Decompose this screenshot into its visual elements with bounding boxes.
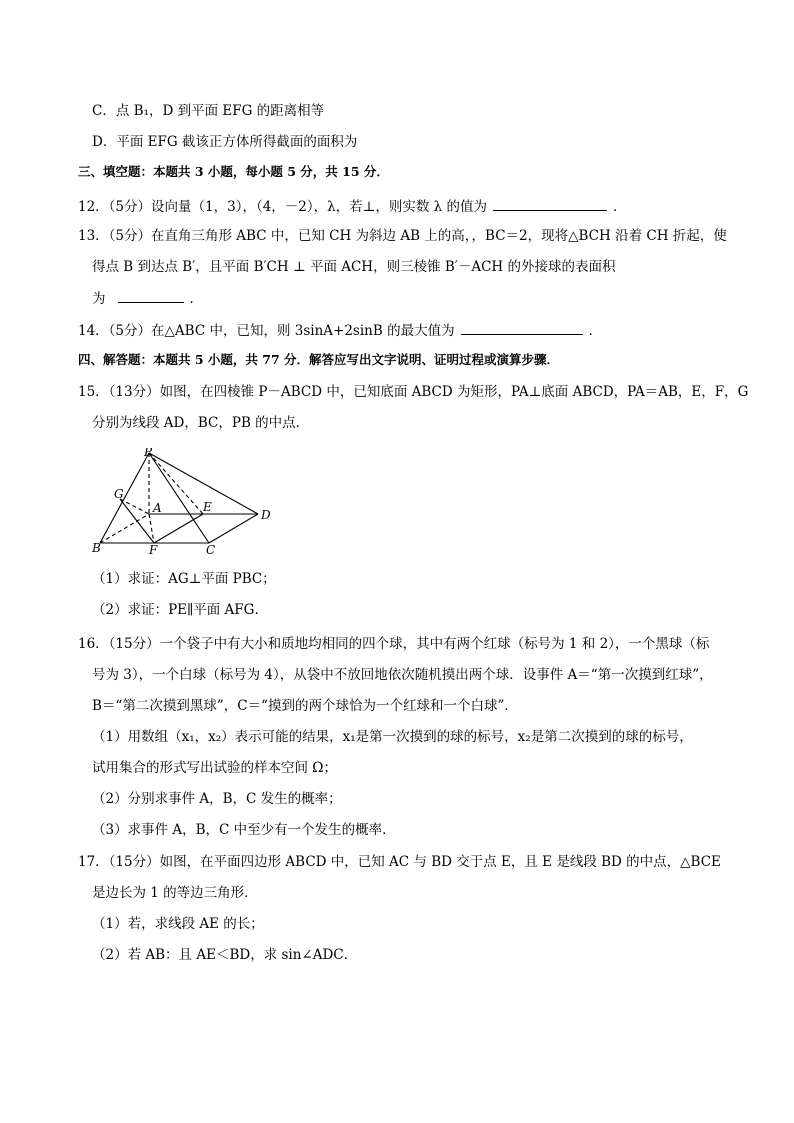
question-17-line-2: 是边长为 1 的等边三角形． [92, 885, 258, 901]
segment-ga [120, 499, 149, 514]
question-15-sub-2: （2）求证：PE∥平面 AFG． [92, 602, 268, 618]
figure-label-g: G [114, 487, 124, 501]
figure-label-d: D [261, 508, 271, 522]
edge-cd [209, 514, 258, 543]
question-12-end: ． [613, 199, 627, 215]
question-16-line-1: 16．（15分）一个袋子中有大小和质地均相同的四个球，其中有两个红球（标号为 1 和 2），一个黑球（标 [78, 636, 710, 652]
edge-pb [100, 453, 149, 543]
question-14 [78, 320, 602, 341]
segment-fe [154, 514, 203, 543]
edge-pc [149, 453, 209, 543]
question-16-line-2: 号为 3），一个白球（标号为 4），从袋中不放回地依次随机摸出两个球．设事件 A＝“第一次摸到红球”， [92, 667, 713, 683]
question-13-end: ． [189, 291, 203, 307]
question-13-line-2: 得点 B 到达点 B′，且平面 B′CH ⊥ 平面 ACH，则三棱锥 B′－ACH 的外接球的表面积 [92, 259, 616, 275]
question-17-line-1: 17．（15分）如图，在平面四边形 ABCD 中，已知 AC 与 BD 交于点 E，且 E 是线段 BD 的中点，△BCE [78, 854, 721, 870]
section-heading-fill-blank: 三、填空题：本题共 3 小题，每小题 5 分，共 15 分． [78, 164, 389, 179]
question-16-line-3: B＝“第二次摸到黑球”，C＝“摸到的两个球恰为一个红球和一个白球”． [92, 698, 518, 714]
question-15-line-1: 15．（13分）如图，在四棱锥 P－ABCD 中，已知底面 ABCD 为矩形，PA⊥底面 ABCD，PA＝AB，E，F，G [78, 384, 749, 400]
option-d: D．平面 EFG 截该正方体所得截面的面积为 [92, 134, 358, 150]
figure-label-a: A [153, 501, 162, 515]
figure-label-b: B [92, 541, 101, 555]
question-17-sub-1: （1）若，求线段 AE 的长； [92, 916, 264, 932]
option-c: C．点 B₁，D 到平面 EFG 的距离相等 [92, 103, 325, 119]
question-14-end: ． [588, 323, 603, 339]
question-12-text: 12．（5分）设向量（1，3），（4，－2），λ，若⊥，则实数 λ 的值为 [78, 199, 488, 215]
pyramid-diagram [92, 448, 276, 558]
segment-af [149, 514, 154, 543]
question-17-sub-2: （2）若 AB：且 AE＜BD，求 sin∠ADC． [92, 947, 358, 963]
answer-blank-13[interactable] [118, 288, 184, 303]
question-13-line-1: 13．（5分）在直角三角形 ABC 中，已知 CH 为斜边 AB 上的高，，BC＝2，现将△BCH 沿着 CH 折起，使 [78, 228, 727, 244]
question-13-line-3 [92, 288, 203, 309]
figure-label-c: C [206, 543, 216, 557]
question-14-text: 14．（5分）在△ABC 中，已知，则 3sinA+2sinB 的最大值为 [78, 323, 455, 339]
figure-label-e: E [203, 500, 212, 514]
answer-blank-14[interactable] [461, 320, 583, 335]
figure-label-p: P [144, 448, 153, 459]
section-heading-solve: 四、解答题：本题共 5 小题，共 77 分．解答应写出文字说明、证明过程或演算步骤． [78, 352, 560, 367]
question-13-prefix: 为 [92, 291, 106, 307]
question-15-line-2: 分别为线段 AD，BC，PB 的中点． [92, 415, 310, 431]
answer-blank-12[interactable] [493, 196, 607, 211]
question-16-sub-1-line-1: （1）用数组（x₁，x₂）表示可能的结果，x₁是第一次摸到的球的标号，x₂是第二次摸到的球的标号， [92, 729, 693, 745]
pyramid-figure [92, 448, 276, 558]
question-16-sub-2: （2）分别求事件 A，B，C 发生的概率； [92, 791, 342, 807]
question-15-sub-1: （1）求证：AG⊥平面 PBC； [92, 571, 276, 587]
figure-label-f: F [149, 543, 158, 557]
question-16-sub-1-line-2: 试用集合的形式写出试验的样本空间 Ω； [92, 760, 337, 776]
question-12 [78, 196, 627, 217]
question-16-sub-3: （3）求事件 A，B，C 中至少有一个发生的概率． [92, 822, 396, 838]
